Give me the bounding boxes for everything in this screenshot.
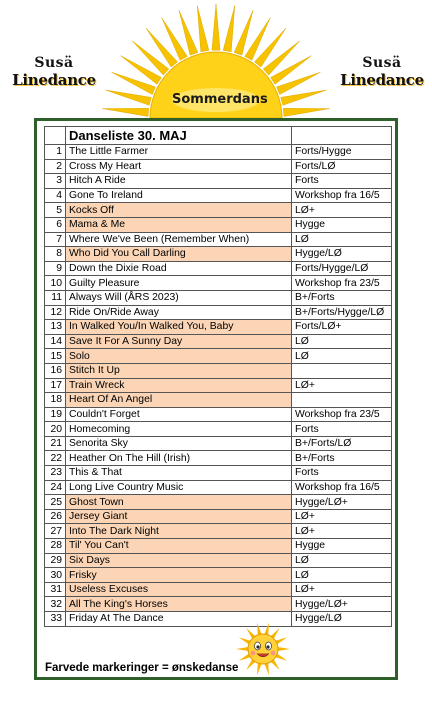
level-note: LØ xyxy=(292,553,392,568)
song-title: All The King's Horses xyxy=(66,597,292,612)
row-number: 14 xyxy=(45,334,66,349)
logo-line-1: Susä xyxy=(362,55,402,71)
song-title: Ghost Town xyxy=(66,495,292,510)
row-number: 20 xyxy=(45,422,66,437)
song-title: Long Live Country Music xyxy=(66,480,292,495)
level-note: LØ+ xyxy=(292,203,392,218)
level-note: B+/Forts/LØ xyxy=(292,436,392,451)
row-number: 4 xyxy=(45,188,66,203)
level-note: B+/Forts xyxy=(292,451,392,466)
table-row xyxy=(45,568,392,583)
sun-ray xyxy=(281,90,327,105)
smiling-sun-icon xyxy=(234,620,292,678)
level-note: LØ+ xyxy=(292,509,392,524)
level-note: LØ+ xyxy=(292,582,392,597)
table-row xyxy=(45,247,392,262)
row-number: 21 xyxy=(45,436,66,451)
logo-line-2: Linedance xyxy=(340,71,424,89)
row-number: 22 xyxy=(45,451,66,466)
level-note: LØ xyxy=(292,232,392,247)
song-title: Couldn't Forget xyxy=(66,407,292,422)
table-row xyxy=(45,363,392,378)
song-title: Guilty Pleasure xyxy=(66,276,292,291)
song-title: Jersey Giant xyxy=(66,509,292,524)
level-note: Forts/LØ+ xyxy=(292,320,392,335)
banner-title: Sommerdans xyxy=(172,92,268,107)
smiley-ray xyxy=(278,647,290,651)
song-title: Friday At The Dance xyxy=(66,612,292,627)
song-title: Mama & Me xyxy=(66,217,292,232)
song-title: Senorita Sky xyxy=(66,436,292,451)
row-number: 28 xyxy=(45,539,66,554)
song-title: Useless Excuses xyxy=(66,582,292,597)
dance-list-card xyxy=(34,118,398,680)
table-row xyxy=(45,320,392,335)
song-title: Who Did You Call Darling xyxy=(66,247,292,262)
level-note: Workshop fra 16/5 xyxy=(292,188,392,203)
table-row xyxy=(45,232,392,247)
level-note: Workshop fra 23/5 xyxy=(292,407,392,422)
level-note: Hygge/LØ xyxy=(292,247,392,262)
row-number: 1 xyxy=(45,145,66,160)
song-title: Gone To Ireland xyxy=(66,188,292,203)
table-row xyxy=(45,509,392,524)
level-note: B+/Forts xyxy=(292,290,392,305)
sun-ray xyxy=(105,90,151,105)
song-title: Always Will (ÅRS 2023) xyxy=(66,290,292,305)
table-row xyxy=(45,203,392,218)
song-title: Heart Of An Angel xyxy=(66,393,292,408)
row-number: 12 xyxy=(45,305,66,320)
song-title: Kocks Off xyxy=(66,203,292,218)
sun-ray xyxy=(102,108,148,116)
smiley-ray xyxy=(264,663,269,675)
level-note: Forts xyxy=(292,466,392,481)
song-title: Stitch It Up xyxy=(66,363,292,378)
level-note: B+/Forts/Hygge/LØ xyxy=(292,305,392,320)
row-number: 17 xyxy=(45,378,66,393)
row-number: 27 xyxy=(45,524,66,539)
row-number: 26 xyxy=(45,509,66,524)
row-number: 2 xyxy=(45,159,66,174)
row-number: 3 xyxy=(45,174,66,189)
song-title: Save It For A Sunny Day xyxy=(66,334,292,349)
header xyxy=(0,0,432,118)
level-note: Forts xyxy=(292,422,392,437)
level-note: Hygge/LØ+ xyxy=(292,597,392,612)
song-title: Where We've Been (Remember When) xyxy=(66,232,292,247)
level-note: LØ xyxy=(292,334,392,349)
song-title: Frisky xyxy=(66,568,292,583)
table-title-row xyxy=(45,127,392,145)
row-number: 23 xyxy=(45,466,66,481)
song-title: Heather On The Hill (Irish) xyxy=(66,451,292,466)
level-note xyxy=(292,393,392,408)
song-title: The Little Farmer xyxy=(66,145,292,160)
table-row xyxy=(45,349,392,364)
level-note: Forts/Hygge/LØ xyxy=(292,261,392,276)
level-note: Forts/LØ xyxy=(292,159,392,174)
row-number: 30 xyxy=(45,568,66,583)
row-number: 10 xyxy=(45,276,66,291)
row-number: 5 xyxy=(45,203,66,218)
row-number: 13 xyxy=(45,320,66,335)
legend-note: Farvede markeringer = ønskedanse xyxy=(45,662,239,674)
row-number: 25 xyxy=(45,495,66,510)
smiley-ray xyxy=(236,647,248,651)
level-note: Workshop fra 23/5 xyxy=(292,276,392,291)
table-row xyxy=(45,305,392,320)
table-row xyxy=(45,334,392,349)
title-note-cell xyxy=(292,127,392,145)
row-number: 32 xyxy=(45,597,66,612)
table-row xyxy=(45,480,392,495)
song-title: Into The Dark Night xyxy=(66,524,292,539)
table-row xyxy=(45,290,392,305)
level-note xyxy=(292,363,392,378)
level-note: Hygge/LØ+ xyxy=(292,495,392,510)
sun-ray xyxy=(212,4,220,50)
table-row xyxy=(45,436,392,451)
title-number-cell xyxy=(45,127,66,145)
dance-list-table xyxy=(44,126,392,627)
logo-line-1: Susä xyxy=(34,55,74,71)
smiley-ray xyxy=(257,663,262,675)
table-row xyxy=(45,539,392,554)
song-title: Solo xyxy=(66,349,292,364)
song-title: Six Days xyxy=(66,553,292,568)
smiley-ray xyxy=(264,623,269,635)
level-note: LØ+ xyxy=(292,524,392,539)
table-row xyxy=(45,597,392,612)
row-number: 7 xyxy=(45,232,66,247)
smiley-ray xyxy=(257,623,262,635)
row-number: 9 xyxy=(45,261,66,276)
level-note: Hygge xyxy=(292,217,392,232)
table-row xyxy=(45,174,392,189)
row-number: 8 xyxy=(45,247,66,262)
song-title: Homecoming xyxy=(66,422,292,437)
song-title: Train Wreck xyxy=(66,378,292,393)
row-number: 11 xyxy=(45,290,66,305)
table-row xyxy=(45,422,392,437)
table-row xyxy=(45,145,392,160)
table-row xyxy=(45,407,392,422)
table-row xyxy=(45,612,392,627)
table-row xyxy=(45,276,392,291)
level-note: LØ+ xyxy=(292,378,392,393)
level-note: Forts/Hygge xyxy=(292,145,392,160)
club-logo xyxy=(336,56,428,89)
table-row xyxy=(45,582,392,597)
song-title: Til' You Can't xyxy=(66,539,292,554)
table-row xyxy=(45,553,392,568)
sun-ray xyxy=(263,41,300,75)
row-number: 19 xyxy=(45,407,66,422)
table-row xyxy=(45,378,392,393)
row-number: 24 xyxy=(45,480,66,495)
song-title: Ride On/Ride Away xyxy=(66,305,292,320)
level-note: LØ xyxy=(292,568,392,583)
song-title: Down the Dixie Road xyxy=(66,261,292,276)
row-number: 33 xyxy=(45,612,66,627)
row-number: 29 xyxy=(45,553,66,568)
song-title: In Walked You/In Walked You, Baby xyxy=(66,320,292,335)
table-row xyxy=(45,159,392,174)
table-row xyxy=(45,261,392,276)
level-note: Forts xyxy=(292,174,392,189)
sun-ray xyxy=(197,6,209,52)
sun-ray xyxy=(223,6,235,52)
table-row xyxy=(45,524,392,539)
table-row xyxy=(45,188,392,203)
row-number: 6 xyxy=(45,217,66,232)
sun-ray xyxy=(283,108,329,116)
table-row xyxy=(45,466,392,481)
table-row xyxy=(45,451,392,466)
table-row xyxy=(45,393,392,408)
song-title: Cross My Heart xyxy=(66,159,292,174)
level-note: Hygge/LØ xyxy=(292,612,392,627)
table-row xyxy=(45,495,392,510)
logo-line-2: Linedance xyxy=(12,71,96,89)
level-note: LØ xyxy=(292,349,392,364)
sun-ray xyxy=(132,41,169,75)
song-title: This & That xyxy=(66,466,292,481)
list-title: Danseliste 30. MAJ xyxy=(66,127,292,145)
row-number: 31 xyxy=(45,582,66,597)
row-number: 18 xyxy=(45,393,66,408)
song-title: Hitch A Ride xyxy=(66,174,292,189)
level-note: Workshop fra 16/5 xyxy=(292,480,392,495)
row-number: 16 xyxy=(45,363,66,378)
club-logo xyxy=(8,56,100,89)
level-note: Hygge xyxy=(292,539,392,554)
table-row xyxy=(45,217,392,232)
row-number: 15 xyxy=(45,349,66,364)
